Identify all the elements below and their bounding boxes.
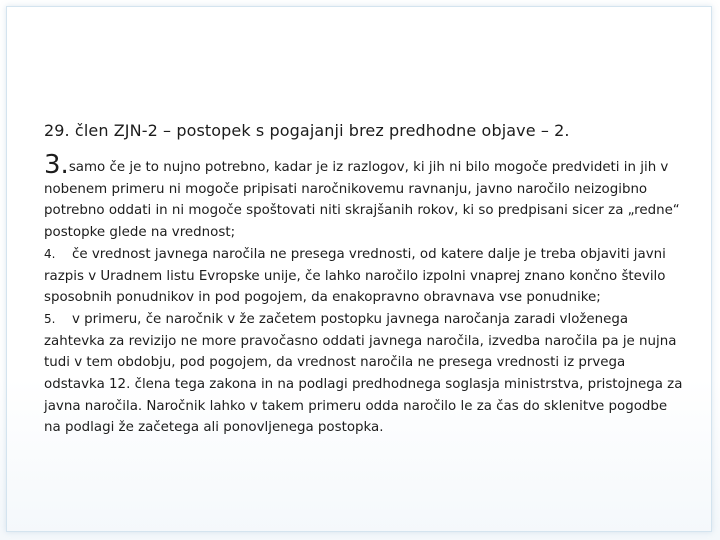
item-5-text: v primeru, če naročnik v že začetem postopku javnega naročanja zaradi vloženega zahtevka za revizijo ne more pravočasno oddati javnega naročila, izvedba naročila pa je nujna tudi v tem obdobju, pod pogojem, da vrednost naročila ne presega vrednosti iz prvega odstavka 12. člena tega zakona in na podlagi predhodnega soglasja ministrstva, pristojnega za javna naročila. Naročnik lahko v takem primeru odda naročilo le za čas do sklenitve pogodbe na podlagi že začetega ali ponovljenega postopka. [44,311,683,436]
item-4-number: 4. [44,246,56,261]
item-4-text: če vrednost javnega naročila ne presega vrednosti, od katere dalje je treba objaviti javni razpis v Uradnem listu Evropske unije, če lahko naročilo izpolni vnaprej znano končno število sposobnih ponudnikov in pod pogojem, da enakopravno obravnava vse ponudnike; [44,246,666,306]
list-item-5 [44,309,684,439]
slide-title: 29. člen ZJN-2 – postopek s pogajanji brez predhodne objave – 2. [44,121,570,140]
list-item-4 [44,244,684,309]
slide-content [44,120,684,439]
item-3-number: 3. [44,150,69,180]
slide-body [44,152,684,439]
list-item-3 [44,152,684,244]
item-3-text: samo če je to nujno potrebno, kadar je iz razlogov, ki jih ni bilo mogoče predvideti in jih v nobenem primeru ni mogoče pripisati naročnikovemu ravnanju, javno naročilo neizogibno potrebno oddati in ni mogoče spoštovati niti skrajšanih rokov, ki so predpisani sicer za „redne“ postopke glede na vrednost; [44,160,680,241]
item-5-number: 5. [44,311,56,326]
